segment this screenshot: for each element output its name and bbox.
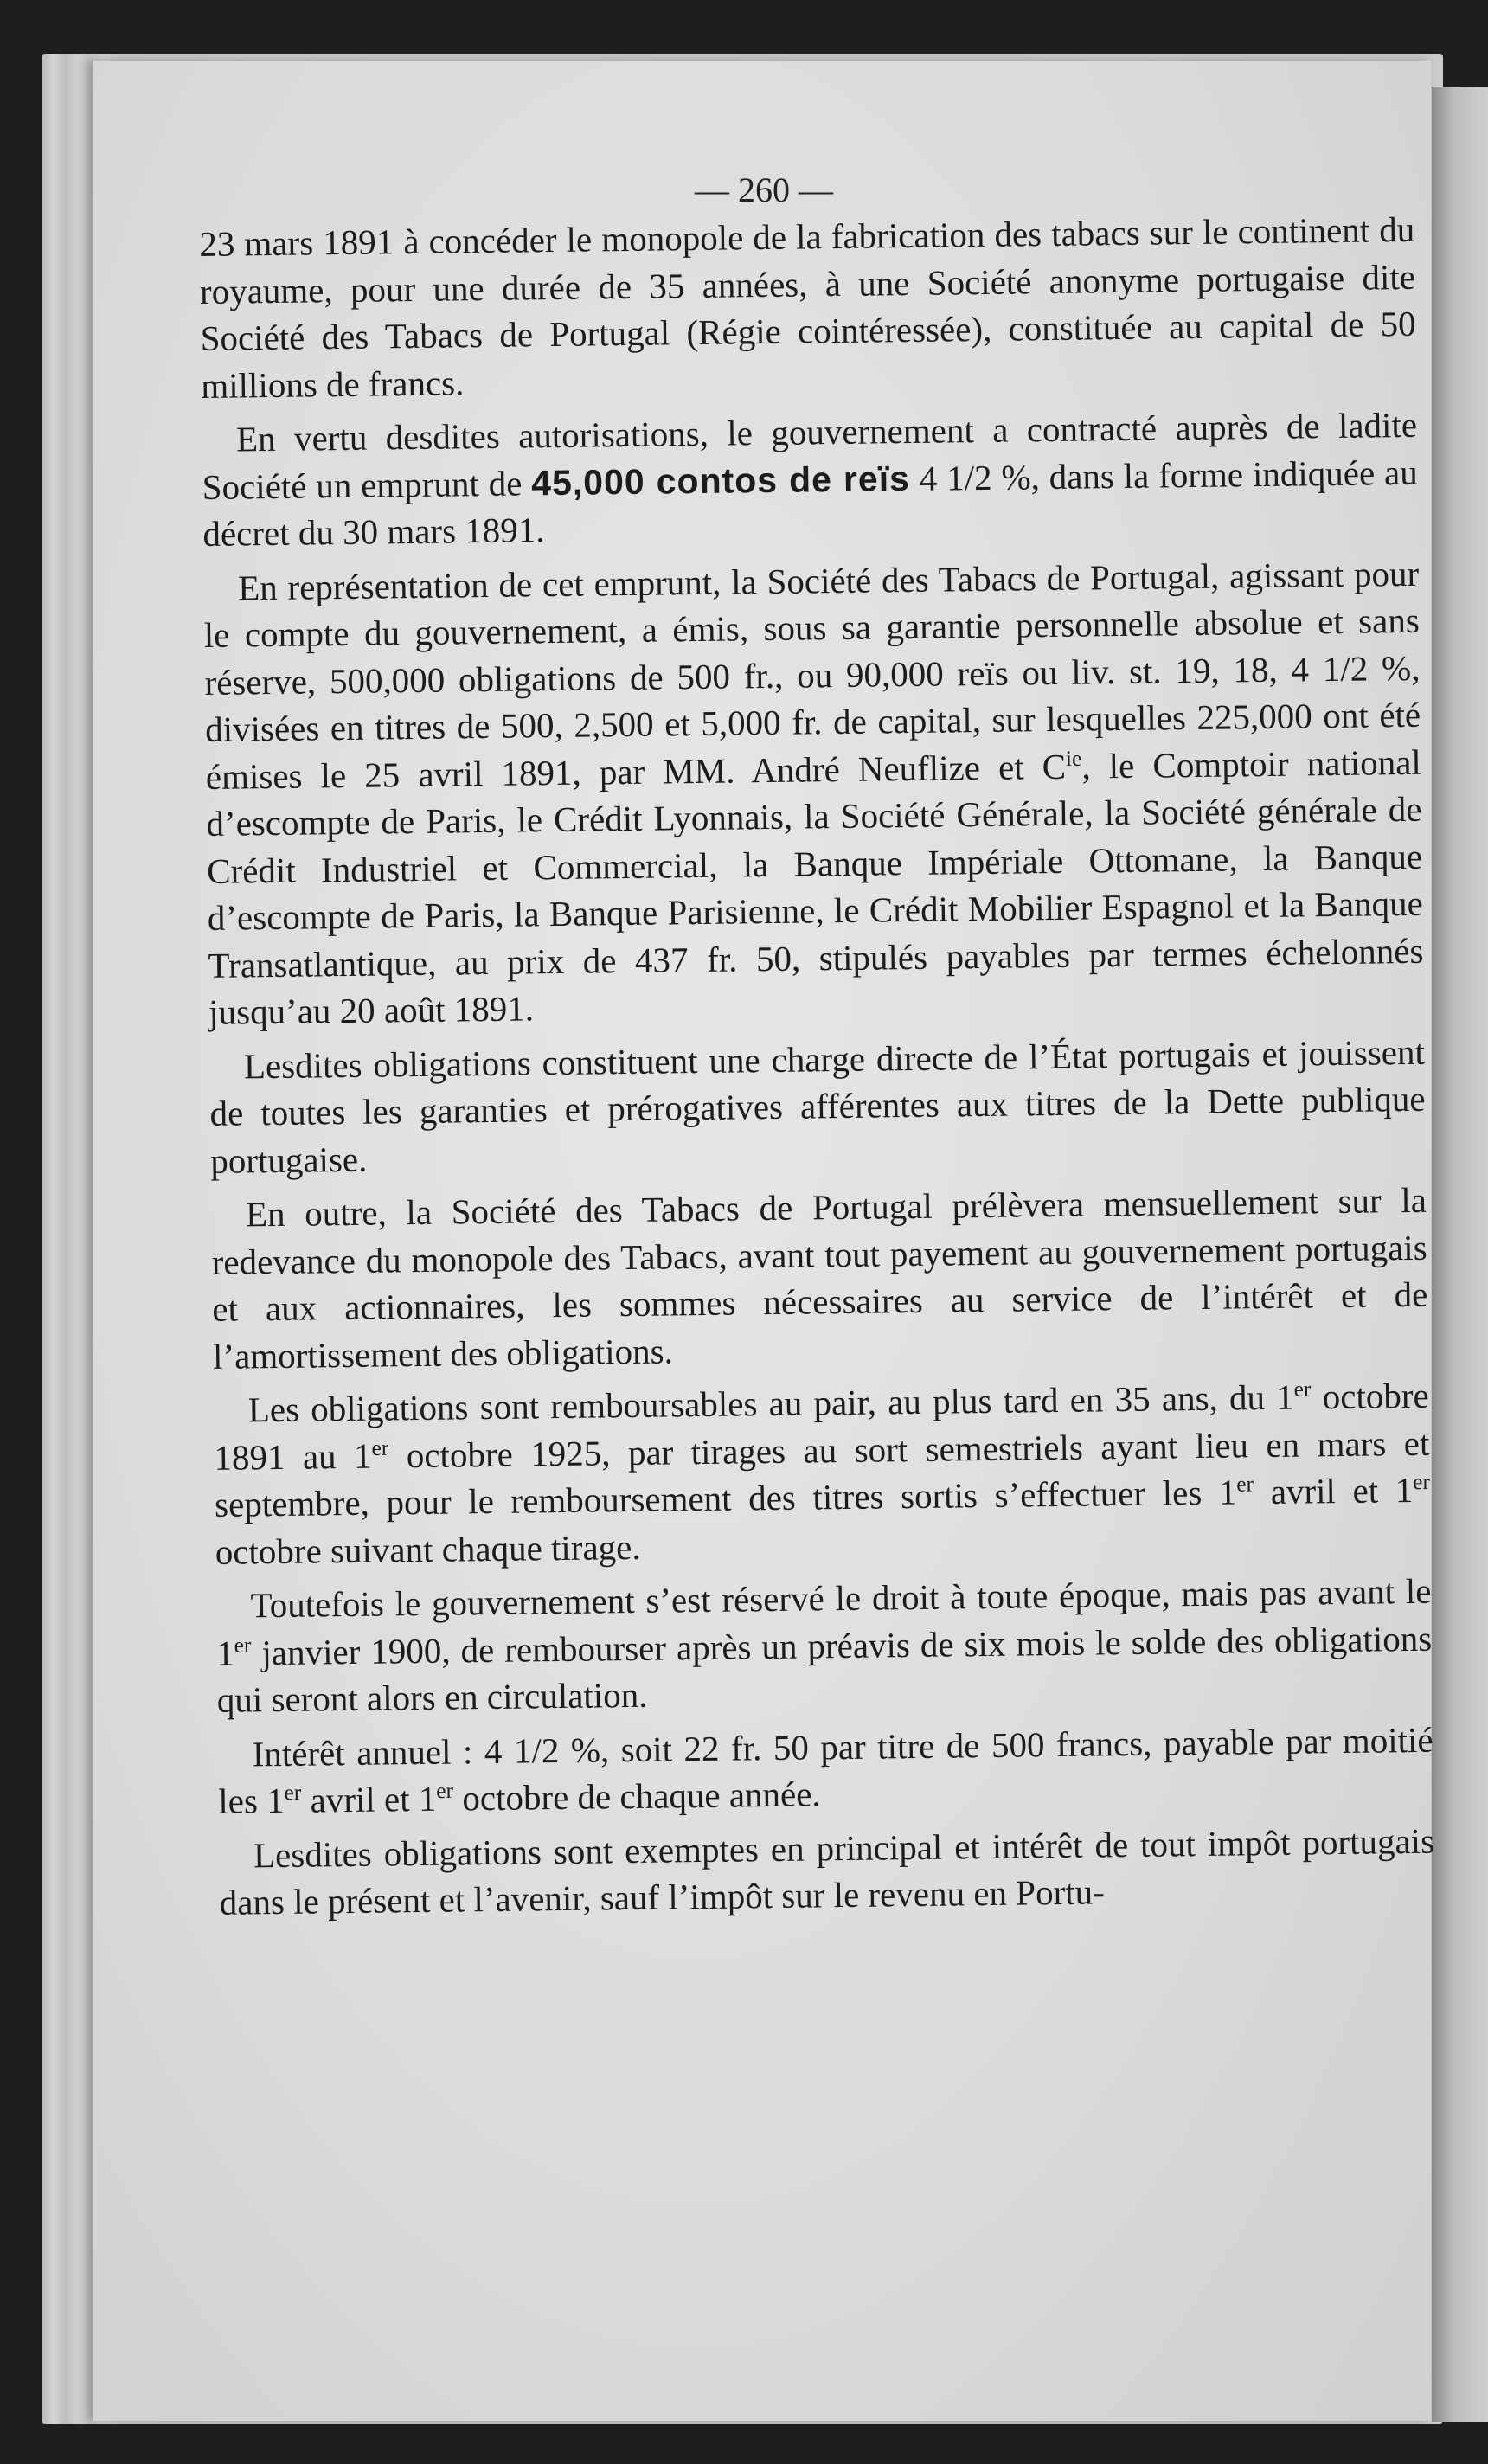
paragraph-9: Lesdites obligations sont exemptes en principal et intérêt de tout impôt portugais dans le présent et l’avenir, sauf l’impôt sur le revenu en Portu- [219,1820,1435,1922]
loan-amount: 45,000 contos de reïs [530,458,911,503]
paragraph-8: Intérêt annuel : 4 1/2 %, soit 22 fr. 50 par titre de 500 francs, payable par moitié les 1er avril et 1er octobre de chaque année. [218,1719,1433,1821]
facing-page-edge [1432,87,1488,2422]
paragraph-4: Lesdites obligations constituent une charge directe de l’État portugais et jouissent de toutes les garanties et prérogatives afférentes aux titres de la Dette publique portugaise. [209,1031,1426,1181]
paragraph-1: 23 mars 1891 à concéder le monopole de la fabrication des tabacs sur le continent du royaume, pour une durée de 35 années, à une Société anonyme portugaise dite Société des Tabacs de Portugal (Régie cointéressée), constituée au capital de 50 millions de francs. [199,209,1416,406]
body-text [199,206,1435,1934]
paragraph-3: En représentation de cet emprunt, la Société des Tabacs de Portugal, agissant pour le compte du gouvernement, a émis, sous sa garantie personnelle absolue et sans réserve, 500,000 obligations de 500 fr., ou 90,000 reïs ou liv. st. 19, 18, 4 1/2 %, divisées en titres de 500, 2,500 et 5,000 fr. de capital, sur lesquelles 225,000 ont été émises le 25 avril 1891, par MM. André Neuflize et $C^{ie}$, le Comptoir national d’escompte de Paris, le Crédit Lyonnais, la Société Générale, la Société générale de Crédit Industriel et Commercial, la Banque Impériale Ottomane, la Banque d’escompte de Paris, la Banque Parisienne, le Crédit Mobilier Espagnol et la Banque Transatlantique, au prix de 437 fr. 50, stipulés payables par termes échelonnés jusqu’au 20 août 1891. [203,553,1424,1032]
paragraph-5: En outre, la Société des Tabacs de Portugal prélèvera mensuellement sur la redevance du monopole des Tabacs, avant tout payement au gouvernement portugais et aux actionnaires, les sommes nécessaires au service de l’intérêt et de l’amortissement des obligations. [211,1179,1428,1376]
paragraph-7: Toutefois le gouvernement s’est réservé le droit à toute époque, mais pas avant le 1er janvier 1900, de rembourser après un préavis de six mois le solde des obligations qui seront alors en circulation. [215,1570,1433,1720]
paragraph-6: Les obligations sont remboursables au pair, au plus tard en 35 ans, du 1er octobre 1891 au 1er octobre 1925, par tirages au sort semestriels ayant lieu en mars et septembre, pour le remboursement des titres sortis s’effectuer les 1er avril et 1er octobre suivant chaque tirage. [214,1375,1431,1572]
page-number: — 260 — [695,170,833,209]
paragraph-2: En vertu desdites autorisations, le gouvernement a contracté auprès de ladite Société un emprunt de 45,000 contos de reïs 4 1/2 %, dans la forme indiquée au décret du 30 mars 1891. [202,404,1418,554]
